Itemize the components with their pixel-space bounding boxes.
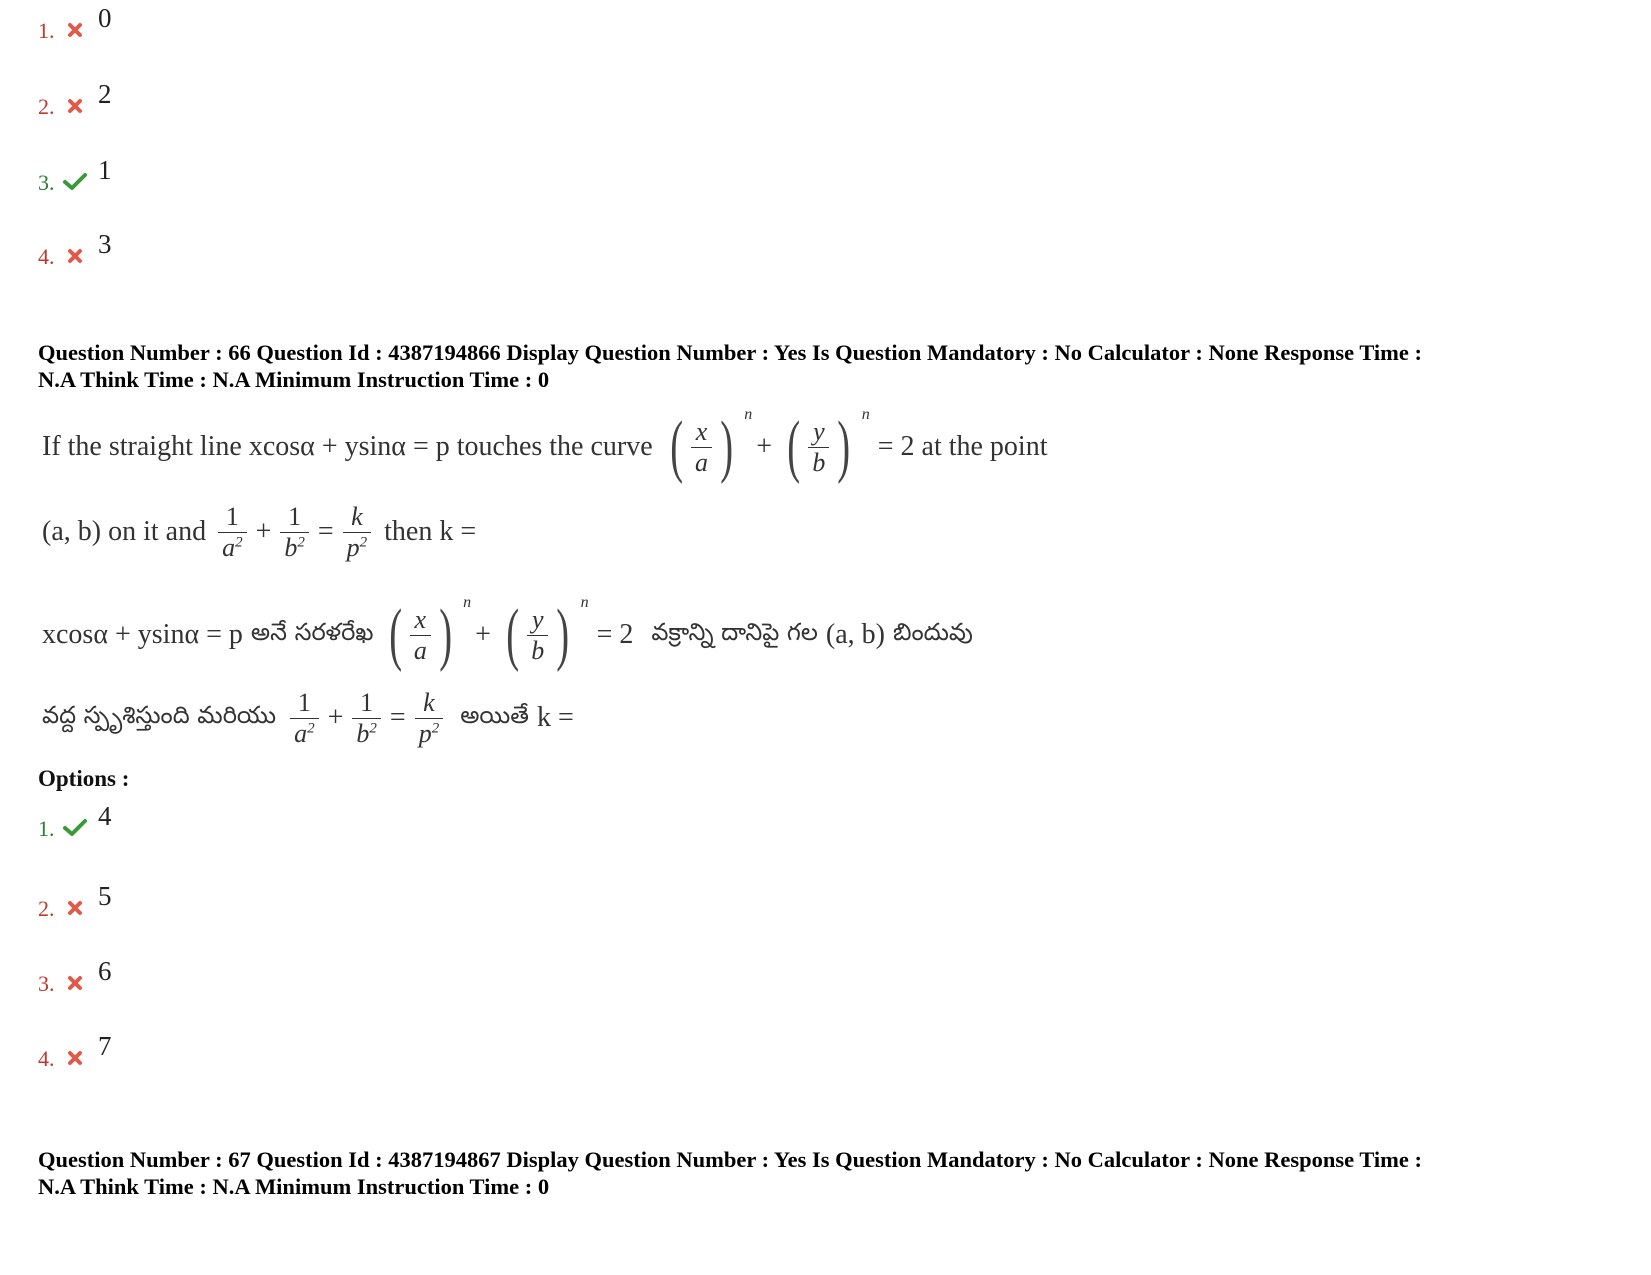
question-text: = 2 xyxy=(596,619,634,650)
option-value: 1 xyxy=(98,155,112,185)
question-text: (a, b) xyxy=(825,619,885,650)
option-value: 6 xyxy=(98,956,112,986)
question-text-telugu: అయితే xyxy=(460,701,529,729)
option-value: 0 xyxy=(98,3,112,33)
question-text-telugu: వక్రాన్ని దానిపై గల xyxy=(651,618,818,646)
question-67-metadata xyxy=(38,1146,1618,1200)
option-item xyxy=(38,154,112,194)
checkmark-icon xyxy=(62,818,88,836)
option-value: 2 xyxy=(98,79,112,109)
question-text-telugu: బిందువు xyxy=(893,618,973,646)
option-value: 5 xyxy=(98,881,112,911)
math-paren-x-over-a: ( $\frac{x}{a}$ ) n xyxy=(669,406,753,485)
math-paren-x-over-a: ( $\frac{x}{a}$ ) n xyxy=(388,594,472,673)
cross-icon xyxy=(62,975,88,991)
question-english-line-1: If the straight line xcosα + ysinα = p touches the curve ( $\frac{x}{a}$ ) n + ( $\frac{y}{b}$ ) n = 2 at the point xyxy=(42,406,1048,485)
option-number: 2. xyxy=(38,896,55,921)
option-value: 3 xyxy=(98,229,112,259)
option-number: 4. xyxy=(38,244,55,269)
option-number: 3. xyxy=(38,971,55,996)
option-number: 3. xyxy=(38,170,55,195)
math-fraction: $\frac{1}{a^2}$ xyxy=(218,504,247,561)
option-value: 7 xyxy=(98,1031,112,1061)
math-fraction: $\frac{k}{p^2}$ xyxy=(343,504,372,561)
cross-icon xyxy=(62,98,88,114)
question-text-telugu: వద్ద స్పృశిస్తుంది మరియు xyxy=(42,701,277,729)
metadata-line: N.A Think Time : N.A Minimum Instruction Time : 0 xyxy=(38,367,550,392)
question-telugu-line-2: వద్ద స్పృశిస్తుంది మరియు $\frac{1}{a^2}$ + $\frac{1}{b^2}$ = $\frac{k}{p^2}$ అయితే k = xyxy=(42,687,574,748)
question-text: xcosα + ysinα = p xyxy=(42,619,243,650)
question-text: If the straight line xcosα + ysinα = p touches the curve xyxy=(42,431,653,462)
math-paren-y-over-b: ( $\frac{y}{b}$ ) n xyxy=(787,406,870,485)
option-item xyxy=(38,880,112,920)
metadata-line: N.A Think Time : N.A Minimum Instruction Time : 0 xyxy=(38,1174,550,1199)
option-number: 2. xyxy=(38,94,55,119)
question-telugu-line-1: xcosα + ysinα = p అనే సరళరేఖ ( $\frac{x}{a}$ ) n + ( $\frac{y}{b}$ ) n = 2 వక్రాన్ని దానిపై గల (a, b) బిందువు xyxy=(42,594,973,673)
math-fraction: $\frac{1}{a^2}$ xyxy=(290,690,319,747)
cross-icon xyxy=(62,1050,88,1066)
math-fraction: $\frac{1}{b^2}$ xyxy=(352,690,381,747)
question-text-telugu: అనే సరళరేఖ xyxy=(250,618,374,646)
option-value: 4 xyxy=(98,801,112,831)
math-fraction: $\frac{1}{b^2}$ xyxy=(280,504,309,561)
math-fraction: $\frac{k}{p^2}$ xyxy=(415,690,444,747)
options-label: Options : xyxy=(38,766,130,791)
option-item xyxy=(38,2,112,42)
cross-icon xyxy=(62,248,88,264)
metadata-line: Question Number : 66 Question Id : 4387194866 Display Question Number : Yes Is Question Mandatory : No Calculator : None Response Time : xyxy=(38,340,1423,365)
cross-icon xyxy=(62,900,88,916)
option-number: 1. xyxy=(38,816,55,841)
option-item xyxy=(38,1030,112,1070)
question-english-line-2: (a, b) on it and $\frac{1}{a^2}$ + $\frac{1}{b^2}$ = $\frac{k}{p^2}$ then k = xyxy=(42,501,477,562)
option-item xyxy=(38,955,112,995)
option-item xyxy=(38,800,112,840)
question-text: (a, b) on it and xyxy=(42,516,207,547)
question-text: = 2 at the point xyxy=(877,431,1048,462)
option-number: 4. xyxy=(38,1046,55,1071)
option-item xyxy=(38,228,112,268)
checkmark-icon xyxy=(62,172,88,190)
option-item xyxy=(38,78,112,118)
question-66-metadata xyxy=(38,339,1618,393)
question-text: then k = xyxy=(384,516,477,547)
question-text: k = xyxy=(536,702,574,733)
cross-icon xyxy=(62,22,88,38)
metadata-line: Question Number : 67 Question Id : 4387194867 Display Question Number : Yes Is Question Mandatory : No Calculator : None Response Time : xyxy=(38,1147,1423,1172)
math-paren-y-over-b: ( $\frac{y}{b}$ ) n xyxy=(506,594,589,673)
option-number: 1. xyxy=(38,18,55,43)
